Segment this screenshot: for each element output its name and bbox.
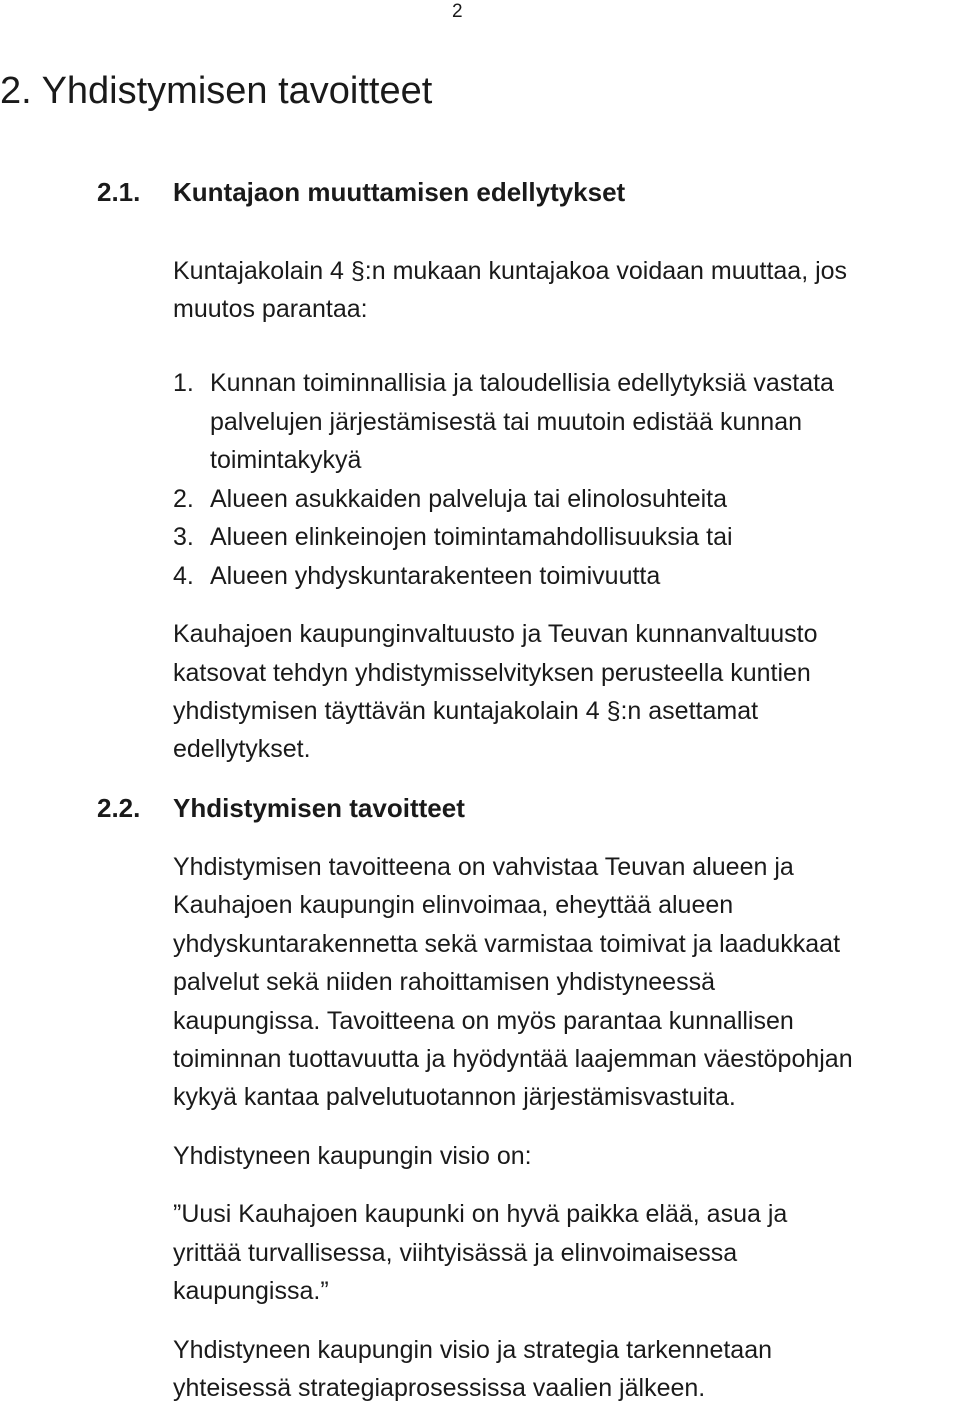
list-item: Kunnan toiminnallisia ja taloudellisia edellytyksiä vastata: [210, 369, 834, 397]
list-item: toimintakykyä: [210, 446, 362, 474]
page-number: 2: [452, 1, 463, 22]
paragraph-line: toiminnan tuottavuutta ja hyödyntää laajemman väestöpohjan: [173, 1045, 853, 1073]
paragraph-line: Yhdistymisen tavoitteena on vahvistaa Teuvan alueen ja: [173, 853, 794, 881]
conclusion-line: yhdistymisen täyttävän kuntajakolain 4 §:n asettamat: [173, 697, 759, 725]
conclusion-line: katsovat tehdyn yhdistymisselvityksen perusteella kuntien: [173, 659, 811, 687]
intro-line: Kuntajakolain 4 §:n mukaan kuntajakoa voidaan muuttaa, jos: [173, 257, 848, 285]
conclusion-line: edellytykset.: [173, 735, 311, 763]
section-heading: Yhdistymisen tavoitteet: [173, 793, 465, 823]
vision-intro: Yhdistyneen kaupungin visio on:: [173, 1142, 532, 1170]
list-marker: 3.: [173, 523, 194, 551]
list-marker: 2.: [173, 485, 194, 513]
paragraph-line: Kauhajoen kaupungin elinvoimaa, eheyttää alueen: [173, 891, 734, 919]
section-number: 2.2.: [97, 793, 141, 823]
paragraph-line: palvelut sekä niiden rahoittamisen yhdistyneessä: [173, 968, 715, 996]
vision-quote-line: kaupungissa.”: [173, 1277, 329, 1305]
list-marker: 1.: [173, 369, 194, 397]
paragraph-line: kaupungissa. Tavoitteena on myös parantaa kunnallisen: [173, 1007, 794, 1035]
closing-line: Yhdistyneen kaupungin visio ja strategia tarkennetaan: [173, 1336, 773, 1364]
vision-quote-line: ”Uusi Kauhajoen kaupunki on hyvä paikka elää, asua ja: [173, 1200, 788, 1228]
vision-quote-line: yrittää turvallisessa, viihtyisässä ja elinvoimaisessa: [173, 1239, 738, 1267]
paragraph-line: yhdyskuntarakennetta sekä varmistaa toimivat ja laadukkaat: [173, 930, 841, 958]
list-item: Alueen elinkeinojen toimintamahdollisuuksia tai: [210, 523, 733, 551]
list-item: Alueen yhdyskuntarakenteen toimivuutta: [210, 562, 661, 590]
paragraph-line: kykyä kantaa palvelutuotannon järjestämisvastuita.: [173, 1083, 736, 1111]
page-title: 2. Yhdistymisen tavoitteet: [0, 70, 433, 112]
list-marker: 4.: [173, 562, 194, 590]
list-item: Alueen asukkaiden palveluja tai elinolosuhteita: [210, 485, 728, 513]
section-heading: Kuntajaon muuttamisen edellytykset: [173, 177, 626, 207]
conclusion-line: Kauhajoen kaupunginvaltuusto ja Teuvan kunnanvaltuusto: [173, 620, 818, 648]
closing-line: yhteisessä strategiaprosessissa vaalien jälkeen.: [173, 1374, 706, 1402]
section-number: 2.1.: [97, 177, 141, 207]
intro-line: muutos parantaa:: [173, 295, 368, 323]
list-item: palvelujen järjestämisestä tai muutoin edistää kunnan: [210, 408, 803, 436]
